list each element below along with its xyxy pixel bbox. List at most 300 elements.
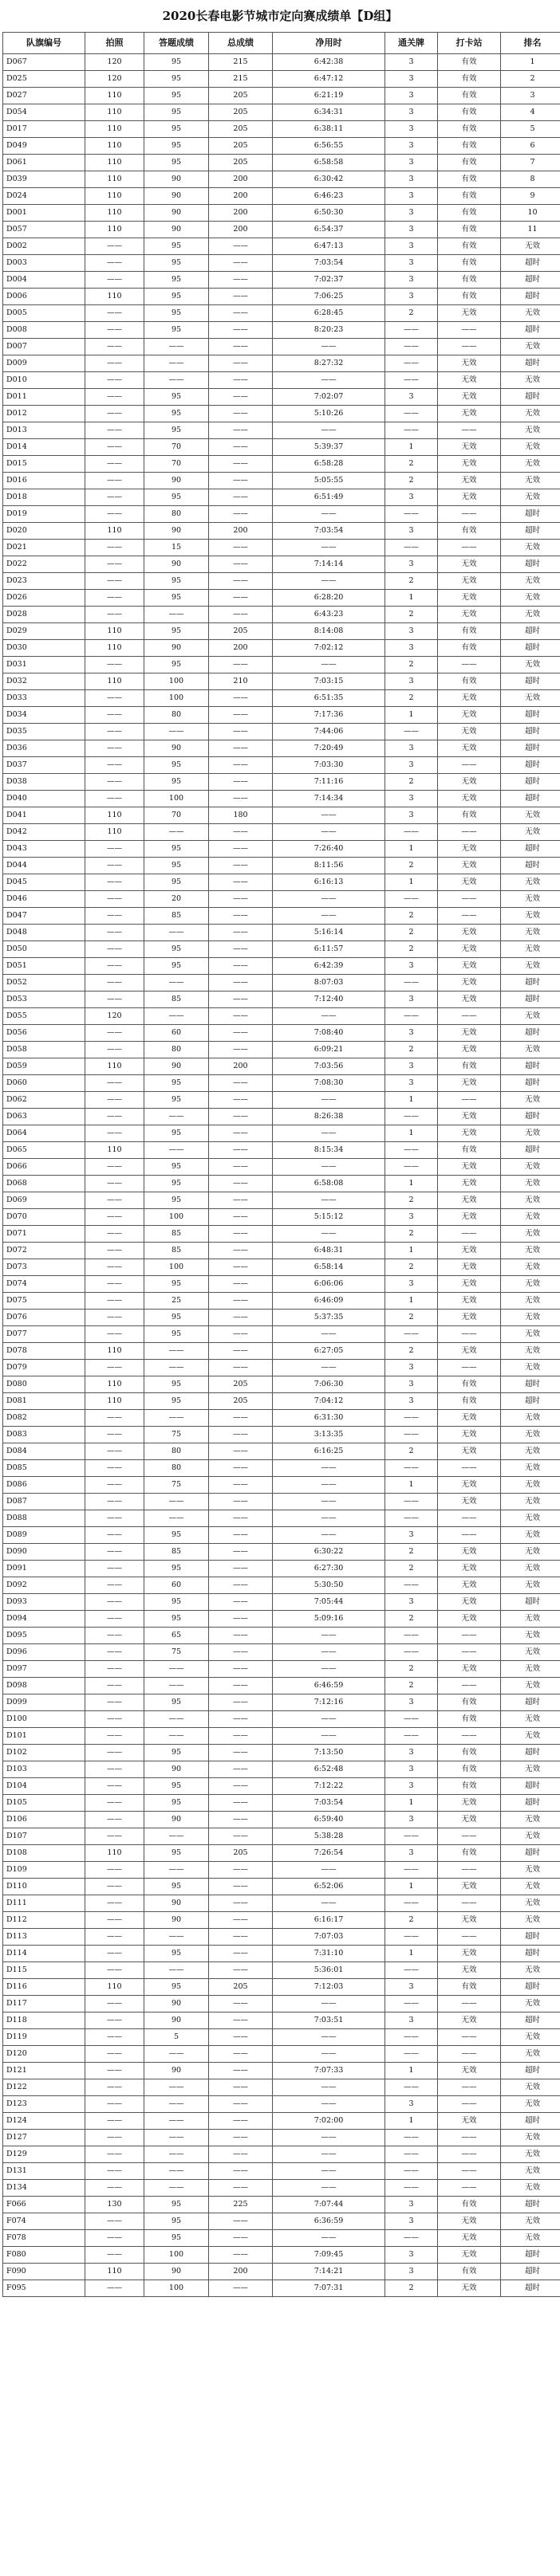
- cell-team-flag-no: D083: [3, 1427, 85, 1443]
- cell-pass-cards: 3: [385, 238, 438, 255]
- cell-quiz-score: 100: [144, 2247, 209, 2264]
- cell-net-time: 8:27:32: [273, 355, 385, 372]
- cell-quiz-score: 80: [144, 707, 209, 724]
- cell-checkin-station: 无效: [438, 1276, 501, 1293]
- cell-checkin-station: 无效: [438, 1159, 501, 1176]
- cell-pass-cards: ——: [385, 355, 438, 372]
- cell-total-score: ——: [209, 1745, 273, 1761]
- cell-pass-cards: 2: [385, 1544, 438, 1561]
- cell-quiz-score: 70: [144, 456, 209, 473]
- cell-team-flag-no: D115: [3, 1962, 85, 1979]
- cell-quiz-score: ——: [144, 1142, 209, 1159]
- cell-quiz-score: 85: [144, 1226, 209, 1243]
- table-row: [3, 1527, 560, 1544]
- cell-pass-cards: 3: [385, 1745, 438, 1761]
- cell-net-time: 6:51:49: [273, 489, 385, 506]
- cell-pass-cards: ——: [385, 724, 438, 740]
- cell-checkin-station: 无效: [438, 707, 501, 724]
- cell-rank: 超时: [501, 355, 560, 372]
- cell-checkin-station: 无效: [438, 1075, 501, 1092]
- cell-photo: ——: [85, 724, 144, 740]
- cell-photo: ——: [85, 1929, 144, 1946]
- cell-team-flag-no: D057: [3, 222, 85, 238]
- cell-pass-cards: 1: [385, 874, 438, 891]
- cell-quiz-score: 95: [144, 1745, 209, 1761]
- cell-net-time: 7:44:06: [273, 724, 385, 740]
- table-row: [3, 1276, 560, 1293]
- cell-checkin-station: 无效: [438, 607, 501, 623]
- cell-checkin-station: 无效: [438, 958, 501, 975]
- cell-checkin-station: 有效: [438, 673, 501, 690]
- cell-quiz-score: ——: [144, 824, 209, 841]
- cell-pass-cards: 3: [385, 1025, 438, 1042]
- table-row: [3, 339, 560, 355]
- cell-rank: 无效: [501, 2079, 560, 2096]
- table-row: [3, 88, 560, 104]
- cell-rank: 6: [501, 138, 560, 155]
- cell-rank: 超时: [501, 740, 560, 757]
- cell-net-time: ——: [273, 1862, 385, 1879]
- cell-net-time: 6:46:23: [273, 188, 385, 205]
- cell-net-time: 6:58:28: [273, 456, 385, 473]
- table-row: [3, 573, 560, 590]
- cell-quiz-score: 95: [144, 489, 209, 506]
- table-row: [3, 1979, 560, 1996]
- table-row: [3, 439, 560, 456]
- cell-net-time: 6:59:40: [273, 1812, 385, 1828]
- cell-total-score: ——: [209, 1678, 273, 1694]
- cell-photo: ——: [85, 1879, 144, 1895]
- cell-quiz-score: 15: [144, 540, 209, 556]
- results-table: [2, 32, 560, 2297]
- cell-quiz-score: ——: [144, 2096, 209, 2113]
- cell-quiz-score: ——: [144, 1109, 209, 1125]
- table-row: [3, 2247, 560, 2264]
- cell-team-flag-no: D006: [3, 289, 85, 305]
- table-row: [3, 238, 560, 255]
- cell-team-flag-no: D031: [3, 657, 85, 673]
- table-row: [3, 489, 560, 506]
- cell-pass-cards: 3: [385, 1594, 438, 1611]
- cell-quiz-score: ——: [144, 1962, 209, 1979]
- cell-pass-cards: 2: [385, 1912, 438, 1929]
- cell-rank: 无效: [501, 1477, 560, 1494]
- cell-rank: 1: [501, 54, 560, 71]
- cell-total-score: ——: [209, 2029, 273, 2046]
- cell-team-flag-no: D105: [3, 1795, 85, 1812]
- cell-rank: 无效: [501, 1293, 560, 1310]
- cell-quiz-score: ——: [144, 975, 209, 992]
- cell-pass-cards: 2: [385, 607, 438, 623]
- cell-quiz-score: 95: [144, 272, 209, 289]
- table-row: [3, 1125, 560, 1142]
- cell-net-time: 5:16:14: [273, 925, 385, 941]
- cell-team-flag-no: D005: [3, 305, 85, 322]
- cell-total-score: 200: [209, 171, 273, 188]
- cell-total-score: ——: [209, 1879, 273, 1895]
- cell-rank: 无效: [501, 573, 560, 590]
- cell-team-flag-no: D050: [3, 941, 85, 958]
- cell-photo: ——: [85, 740, 144, 757]
- cell-team-flag-no: D039: [3, 171, 85, 188]
- cell-photo: ——: [85, 1644, 144, 1661]
- table-row: [3, 556, 560, 573]
- table-row: [3, 1243, 560, 1259]
- cell-quiz-score: 95: [144, 2197, 209, 2213]
- cell-net-time: ——: [273, 1527, 385, 1544]
- cell-team-flag-no: D054: [3, 104, 85, 121]
- table-row: [3, 322, 560, 339]
- cell-total-score: ——: [209, 1209, 273, 1226]
- cell-pass-cards: 3: [385, 673, 438, 690]
- cell-team-flag-no: D055: [3, 1008, 85, 1025]
- cell-total-score: ——: [209, 1510, 273, 1527]
- cell-quiz-score: ——: [144, 355, 209, 372]
- cell-quiz-score: ——: [144, 2046, 209, 2063]
- cell-net-time: 6:11:57: [273, 941, 385, 958]
- cell-photo: ——: [85, 1259, 144, 1276]
- cell-photo: ——: [85, 1125, 144, 1142]
- cell-total-score: ——: [209, 1243, 273, 1259]
- table-row: [3, 657, 560, 673]
- cell-checkin-station: ——: [438, 1628, 501, 1644]
- cell-checkin-station: 无效: [438, 439, 501, 456]
- cell-photo: 110: [85, 1979, 144, 1996]
- cell-team-flag-no: D060: [3, 1075, 85, 1092]
- cell-photo: ——: [85, 757, 144, 774]
- cell-total-score: ——: [209, 1427, 273, 1443]
- cell-checkin-station: 无效: [438, 791, 501, 807]
- cell-total-score: 200: [209, 222, 273, 238]
- cell-rank: 无效: [501, 2046, 560, 2063]
- cell-quiz-score: 95: [144, 1176, 209, 1192]
- table-row: [3, 607, 560, 623]
- cell-net-time: 6:58:08: [273, 1176, 385, 1192]
- cell-team-flag-no: D077: [3, 1326, 85, 1343]
- cell-quiz-score: 95: [144, 1946, 209, 1962]
- cell-photo: ——: [85, 540, 144, 556]
- cell-rank: 无效: [501, 339, 560, 355]
- cell-quiz-score: ——: [144, 1510, 209, 1527]
- cell-total-score: ——: [209, 1628, 273, 1644]
- cell-photo: ——: [85, 1611, 144, 1628]
- cell-checkin-station: ——: [438, 908, 501, 925]
- cell-pass-cards: 3: [385, 807, 438, 824]
- cell-rank: 超时: [501, 1929, 560, 1946]
- cell-pass-cards: ——: [385, 1628, 438, 1644]
- cell-quiz-score: 90: [144, 171, 209, 188]
- cell-checkin-station: 无效: [438, 1912, 501, 1929]
- table-row: [3, 1477, 560, 1494]
- cell-total-score: ——: [209, 757, 273, 774]
- cell-team-flag-no: D027: [3, 88, 85, 104]
- cell-photo: ——: [85, 422, 144, 439]
- table-row: [3, 1192, 560, 1209]
- cell-photo: ——: [85, 908, 144, 925]
- cell-team-flag-no: D051: [3, 958, 85, 975]
- cell-net-time: 6:28:20: [273, 590, 385, 607]
- cell-photo: ——: [85, 238, 144, 255]
- cell-photo: 110: [85, 155, 144, 171]
- cell-photo: ——: [85, 1577, 144, 1594]
- cell-checkin-station: ——: [438, 2180, 501, 2197]
- cell-pass-cards: ——: [385, 1494, 438, 1510]
- cell-rank: 无效: [501, 2230, 560, 2247]
- header-quiz-score: 答题成绩: [144, 33, 209, 54]
- cell-quiz-score: 85: [144, 1544, 209, 1561]
- cell-rank: 无效: [501, 489, 560, 506]
- cell-total-score: 205: [209, 138, 273, 155]
- cell-total-score: ——: [209, 389, 273, 406]
- cell-total-score: ——: [209, 1326, 273, 1343]
- cell-pass-cards: 3: [385, 222, 438, 238]
- cell-photo: ——: [85, 1711, 144, 1728]
- cell-pass-cards: 1: [385, 2113, 438, 2130]
- cell-rank: 超时: [501, 2264, 560, 2280]
- cell-pass-cards: 2: [385, 1192, 438, 1209]
- cell-pass-cards: ——: [385, 1728, 438, 1745]
- cell-rank: 超时: [501, 1075, 560, 1092]
- cell-photo: ——: [85, 473, 144, 489]
- cell-team-flag-no: D064: [3, 1125, 85, 1142]
- cell-pass-cards: 3: [385, 489, 438, 506]
- cell-net-time: 7:08:30: [273, 1075, 385, 1092]
- cell-total-score: ——: [209, 2046, 273, 2063]
- cell-total-score: ——: [209, 339, 273, 355]
- cell-pass-cards: 3: [385, 272, 438, 289]
- cell-checkin-station: 无效: [438, 1025, 501, 1042]
- cell-rank: 无效: [501, 607, 560, 623]
- cell-rank: 超时: [501, 707, 560, 724]
- cell-rank: 无效: [501, 1192, 560, 1209]
- table-row: [3, 2163, 560, 2180]
- cell-total-score: 215: [209, 71, 273, 88]
- cell-team-flag-no: D014: [3, 439, 85, 456]
- cell-net-time: ——: [273, 573, 385, 590]
- cell-pass-cards: 2: [385, 573, 438, 590]
- cell-checkin-station: 无效: [438, 925, 501, 941]
- table-row: [3, 1711, 560, 1728]
- cell-team-flag-no: D033: [3, 690, 85, 707]
- cell-checkin-station: 有效: [438, 1845, 501, 1862]
- cell-checkin-station: 无效: [438, 1310, 501, 1326]
- cell-team-flag-no: D069: [3, 1192, 85, 1209]
- table-row: [3, 908, 560, 925]
- cell-rank: 无效: [501, 2213, 560, 2230]
- cell-rank: 超时: [501, 724, 560, 740]
- cell-net-time: ——: [273, 372, 385, 389]
- cell-photo: ——: [85, 1360, 144, 1376]
- table-row: [3, 1594, 560, 1611]
- cell-rank: 无效: [501, 1561, 560, 1577]
- cell-total-score: 205: [209, 623, 273, 640]
- cell-team-flag-no: D094: [3, 1611, 85, 1628]
- cell-total-score: ——: [209, 958, 273, 975]
- cell-photo: 120: [85, 54, 144, 71]
- cell-team-flag-no: D099: [3, 1694, 85, 1711]
- cell-photo: ——: [85, 1293, 144, 1310]
- cell-rank: 超时: [501, 1795, 560, 1812]
- cell-quiz-score: 5: [144, 2029, 209, 2046]
- cell-photo: 110: [85, 640, 144, 657]
- cell-total-score: ——: [209, 2146, 273, 2163]
- cell-checkin-station: 有效: [438, 155, 501, 171]
- cell-net-time: 7:12:03: [273, 1979, 385, 1996]
- cell-team-flag-no: D129: [3, 2146, 85, 2163]
- cell-team-flag-no: D110: [3, 1879, 85, 1895]
- cell-checkin-station: 有效: [438, 121, 501, 138]
- cell-total-score: ——: [209, 1477, 273, 1494]
- table-row: [3, 1879, 560, 1895]
- cell-photo: ——: [85, 1477, 144, 1494]
- cell-checkin-station: 无效: [438, 690, 501, 707]
- cell-team-flag-no: F074: [3, 2213, 85, 2230]
- cell-net-time: 7:09:45: [273, 2247, 385, 2264]
- cell-team-flag-no: D011: [3, 389, 85, 406]
- cell-photo: ——: [85, 456, 144, 473]
- table-row: [3, 724, 560, 740]
- cell-net-time: 6:43:23: [273, 607, 385, 623]
- cell-net-time: 6:38:11: [273, 121, 385, 138]
- cell-net-time: 6:58:58: [273, 155, 385, 171]
- cell-team-flag-no: D106: [3, 1812, 85, 1828]
- cell-photo: 110: [85, 2264, 144, 2280]
- cell-pass-cards: 3: [385, 1376, 438, 1393]
- table-row: [3, 1778, 560, 1795]
- cell-net-time: ——: [273, 908, 385, 925]
- cell-photo: ——: [85, 355, 144, 372]
- table-row: [3, 1142, 560, 1159]
- cell-quiz-score: 95: [144, 238, 209, 255]
- cell-pass-cards: 1: [385, 1946, 438, 1962]
- cell-pass-cards: 2: [385, 858, 438, 874]
- cell-total-score: ——: [209, 456, 273, 473]
- cell-quiz-score: ——: [144, 2163, 209, 2180]
- cell-photo: ——: [85, 2046, 144, 2063]
- cell-net-time: 7:03:51: [273, 2012, 385, 2029]
- cell-photo: ——: [85, 690, 144, 707]
- cell-photo: ——: [85, 1795, 144, 1812]
- cell-photo: ——: [85, 2029, 144, 2046]
- cell-total-score: ——: [209, 573, 273, 590]
- cell-team-flag-no: F078: [3, 2230, 85, 2247]
- table-row: [3, 1427, 560, 1443]
- table-row: [3, 1310, 560, 1326]
- cell-quiz-score: 90: [144, 1058, 209, 1075]
- header-net-time: 净用时: [273, 33, 385, 54]
- cell-net-time: 7:07:03: [273, 1929, 385, 1946]
- table-row: [3, 891, 560, 908]
- cell-pass-cards: 3: [385, 740, 438, 757]
- cell-total-score: 205: [209, 155, 273, 171]
- cell-quiz-score: 100: [144, 1259, 209, 1276]
- cell-quiz-score: ——: [144, 925, 209, 941]
- cell-quiz-score: ——: [144, 1678, 209, 1694]
- cell-total-score: ——: [209, 1594, 273, 1611]
- cell-photo: ——: [85, 1176, 144, 1192]
- cell-rank: 超时: [501, 506, 560, 523]
- cell-total-score: ——: [209, 1176, 273, 1192]
- cell-total-score: ——: [209, 272, 273, 289]
- cell-checkin-station: ——: [438, 2079, 501, 2096]
- table-row: [3, 1092, 560, 1109]
- cell-checkin-station: ——: [438, 757, 501, 774]
- cell-checkin-station: 无效: [438, 2230, 501, 2247]
- cell-net-time: 7:02:00: [273, 2113, 385, 2130]
- table-row: [3, 841, 560, 858]
- cell-checkin-station: ——: [438, 540, 501, 556]
- cell-net-time: 8:07:03: [273, 975, 385, 992]
- cell-quiz-score: 95: [144, 138, 209, 155]
- cell-quiz-score: 90: [144, 740, 209, 757]
- table-row: [3, 1828, 560, 1845]
- table-row: [3, 640, 560, 657]
- cell-team-flag-no: D112: [3, 1912, 85, 1929]
- cell-pass-cards: 2: [385, 1661, 438, 1678]
- cell-rank: 超时: [501, 1142, 560, 1159]
- cell-team-flag-no: D024: [3, 188, 85, 205]
- cell-pass-cards: 1: [385, 1477, 438, 1494]
- cell-team-flag-no: D044: [3, 858, 85, 874]
- cell-net-time: 6:46:59: [273, 1678, 385, 1694]
- cell-checkin-station: 无效: [438, 2012, 501, 2029]
- cell-net-time: 7:06:25: [273, 289, 385, 305]
- cell-checkin-station: 无效: [438, 1879, 501, 1895]
- cell-rank: 无效: [501, 1125, 560, 1142]
- cell-photo: ——: [85, 2247, 144, 2264]
- cell-checkin-station: 有效: [438, 255, 501, 272]
- table-row: [3, 1326, 560, 1343]
- cell-checkin-station: 无效: [438, 2213, 501, 2230]
- cell-photo: ——: [85, 607, 144, 623]
- cell-rank: 超时: [501, 1778, 560, 1795]
- cell-quiz-score: ——: [144, 2180, 209, 2197]
- cell-rank: 无效: [501, 456, 560, 473]
- cell-checkin-station: 无效: [438, 1125, 501, 1142]
- cell-checkin-station: ——: [438, 1929, 501, 1946]
- cell-net-time: ——: [273, 807, 385, 824]
- cell-net-time: ——: [273, 1644, 385, 1661]
- cell-pass-cards: 3: [385, 71, 438, 88]
- cell-rank: 无效: [501, 1460, 560, 1477]
- table-row: [3, 590, 560, 607]
- cell-net-time: 5:05:55: [273, 473, 385, 489]
- cell-quiz-score: 90: [144, 1996, 209, 2012]
- cell-photo: ——: [85, 322, 144, 339]
- cell-photo: ——: [85, 841, 144, 858]
- cell-total-score: ——: [209, 1310, 273, 1326]
- cell-rank: 超时: [501, 1594, 560, 1611]
- cell-rank: 无效: [501, 1711, 560, 1728]
- cell-checkin-station: 无效: [438, 2280, 501, 2297]
- table-row: [3, 1611, 560, 1628]
- cell-checkin-station: ——: [438, 1527, 501, 1544]
- table-row: [3, 858, 560, 874]
- cell-total-score: ——: [209, 841, 273, 858]
- cell-checkin-station: ——: [438, 322, 501, 339]
- cell-quiz-score: 90: [144, 1761, 209, 1778]
- cell-photo: ——: [85, 1243, 144, 1259]
- cell-net-time: 7:14:34: [273, 791, 385, 807]
- cell-net-time: ——: [273, 2096, 385, 2113]
- cell-photo: 110: [85, 673, 144, 690]
- cell-net-time: 6:47:12: [273, 71, 385, 88]
- cell-total-score: ——: [209, 1192, 273, 1209]
- cell-team-flag-no: D076: [3, 1310, 85, 1326]
- cell-team-flag-no: D073: [3, 1259, 85, 1276]
- cell-photo: 110: [85, 289, 144, 305]
- cell-photo: ——: [85, 975, 144, 992]
